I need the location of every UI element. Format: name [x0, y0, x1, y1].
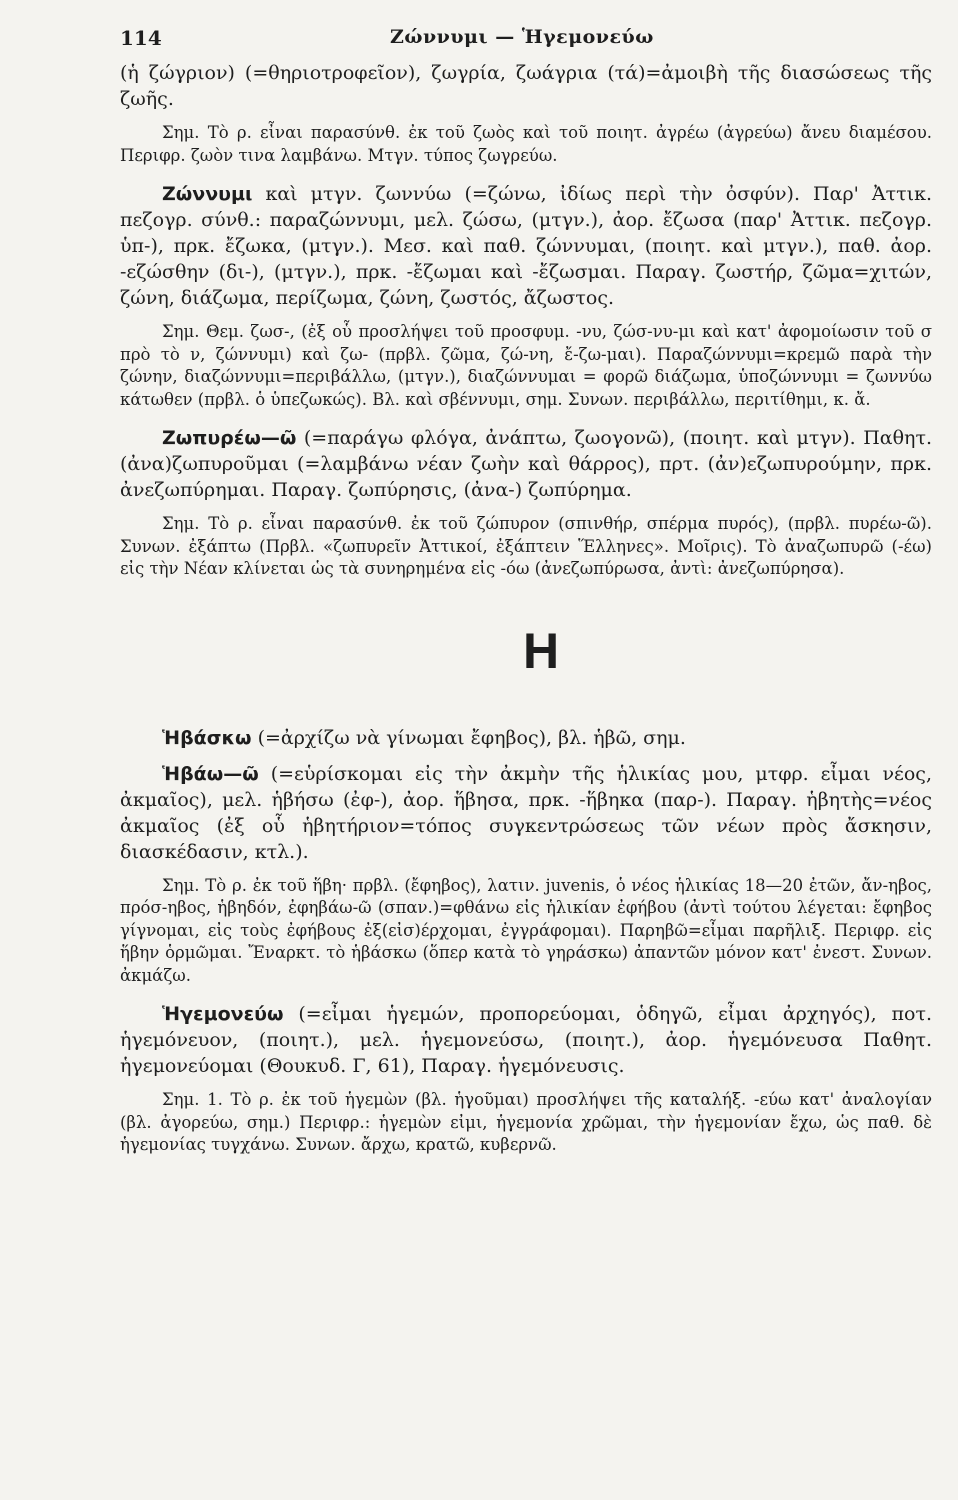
entry-text: (=ἀρχίζω νὰ γίνωμαι ἔφηβος), βλ. ἡβῶ, σημ.: [257, 726, 686, 749]
section-letter: Η: [522, 622, 560, 679]
entry-zonnymi: [120, 181, 932, 311]
lemma: Ἡβάω—ῶ: [162, 762, 259, 785]
entry-continuation: [120, 60, 932, 112]
entry-ebasko: [120, 725, 932, 751]
note-zogreo: [120, 122, 932, 167]
page-number: 114: [120, 26, 162, 50]
entry-zopyreo: [120, 425, 932, 503]
entry-text: καὶ μτγν. ζωννύω (=ζώνω, ἰδίως περὶ τὴν ὀσφύν). Παρ' Ἀττικ. πεζογρ. σύνθ.: παραζώννυμι, μελ. ζώσω, (μτγν.), ἀορ. ἔζωσα (παρ' Ἀττικ. πεζογρ. ὑπ-), πρκ. ἔζωκα, (μτγν.). Μεσ. καὶ παθ. ζώννυμαι, (ποιητ. καὶ μτγν.), παθ. ἀορ. -εζώσθην (δι-), (μτγν.), πρκ. -ἔζωμαι καὶ -ἔζωσμαι. Παραγ. ζωστήρ, ζῶμα=χιτών, ζώνη, διάζωμα, περίζωμα, ζώνη, ζωστός, ἄζωστος.: [120, 183, 932, 309]
entry-text: (=παράγω φλόγα, ἀνάπτω, ζωογονῶ), (ποιητ. καὶ μτγν). Παθητ. (ἀνα)ζωπυροῦμαι (=λαμβάνω νέαν ζωὴν καὶ θάρρος), πρτ. (ἀν)εζωπυρούμην, πρκ. ἀνεζωπύρημαι. Παραγ. ζωπύρησις, (ἀνα-) ζωπύρημα.: [120, 427, 932, 501]
note-text: Σημ. 1. Τὸ ρ. ἐκ τοῦ ἡγεμὼν (βλ. ἡγοῦμαι) προσλήψει τῆς καταλήξ. -εύω κατ' ἀναλογίαν (βλ. ἀγορεύω, σημ.) Περιφρ.: ἡγεμὼν εἰμι, ἡγεμονία χρῶμαι, τὴν ἡγεμονίαν ἔχω, ὡς παθ. δὲ ἡγεμονίας τυγχάνω. Συνων. ἄρχω, κρατῶ, κυβερνῶ.: [120, 1090, 932, 1154]
note-hegemoneuo: [120, 1089, 932, 1157]
note-zonnymi: [120, 321, 932, 411]
dictionary-page: [120, 20, 932, 1157]
entry-hegemoneuo: [120, 1001, 932, 1079]
entry-text: (=εἶμαι ἡγεμών, προπορεύομαι, ὁδηγῶ, εἶμαι ἀρχηγός), ποτ. ἡγεμόνευον, (ποιητ.), μελ. ἡγεμονεύσω, (ποιητ.), ἀορ. ἡγεμόνευσα Παθητ. ἡγεμονεύομαι (Θουκυδ. Γ, 61), Παραγ. ἡγεμόνευσις.: [120, 1003, 932, 1077]
note-text: Σημ. Θεμ. ζωσ-, (ἐξ οὗ προσλήψει τοῦ προσφυμ. -νυ, ζώσ-νυ-μι καὶ κατ' ἀφομοίωσιν τοῦ σ πρὸ τὸ ν, ζώννυμι) καὶ ζω- (πρβλ. ζῶμα, ζώ-νη, ἔ-ζω-μαι). Παραζώννυμι=κρεμῶ παρὰ τὴν ζώνην, διαζώννυμι=περιβάλλω, (μτγν.), διαζώννυμαι = φορῶ διάζωμα, ὑποζώννυμι = ζωννύω κάτωθεν (πρβλ. ὁ ὑπεζωκώς). Βλ. καὶ σβέννυμι, σημ. Συνων. περιβάλλω, περιτίθημι, κ. ἄ.: [120, 322, 932, 409]
lemma: Ἡβάσκω: [162, 726, 252, 749]
entry-text: (ἡ ζώγριον) (=θηριοτροφεῖον), ζωγρία, ζωάγρια (τά)=ἀμοιβὴ τῆς διασώσεως τῆς ζωῆς.: [120, 62, 932, 110]
note-ebao: [120, 875, 932, 988]
note-text: Σημ. Τὸ ρ. ἐκ τοῦ ἥβη· πρβλ. (ἔφηβος), λατιν. juvenis, ὁ νέος ἡλικίας 18—20 ἐτῶν, ἄν-ηβος, πρόσ-ηβος, ἡβηδόν, ἐφηβάω-ῶ (σπαν.)=φθάνω εἰς ἡλικίαν ἐφήβου (ἀντὶ τούτου λέγεται: ἔφηβος γίγνομαι, εἰς τοὺς ἐφήβους ἐξ(εἰσ)έρχομαι, ἐγγράφομαι). Παρηβῶ=εἶμαι παρῆλιξ. Περιφρ. εἰς ἥβην ὁρμῶμαι. Ἔναρκτ. τὸ ἡβάσκω (ὅπερ κατὰ τὸ γηράσκω) ἀπαντῶν μόνον κατ' ἐνεστ. Συνων. ἀκμάζω.: [120, 875, 932, 985]
lemma: Ζωπυρέω—ῶ: [162, 427, 297, 449]
page-header: [120, 20, 932, 50]
entry-ebao: [120, 761, 932, 865]
entry-text: (=εὑρίσκομαι εἰς τὴν ἀκμὴν τῆς ἡλικίας μου, μτφρ. εἶμαι νέος, ἀκμαῖος), μελ. ἡβήσω (ἐφ-), ἀορ. ἥβησα, πρκ. -ἥβηκα (παρ-). Παραγ. ἡβητὴς=νέος ἀκμαῖος (ἐξ οὗ ἡβητήριον=τόπος συγκεντρώσεως τῶν νέων πρὸς ἄσκησιν, διασκέδασιν, κτλ.).: [120, 762, 932, 863]
note-zopyreo: [120, 513, 932, 581]
running-head: Ζώννυμι — Ἡγεμονεύω: [390, 26, 654, 48]
note-text: Σημ. Τὸ ρ. εἶναι παρασύνθ. ἐκ τοῦ ζωὸς καὶ τοῦ ποιητ. ἀγρέω (ἀγρεύω) ἄνευ διαμέσου. Περιφρ. ζωὸν τινα λαμβάνω. Μτγν. τύπος ζωγρεύω.: [120, 123, 932, 165]
lemma: Ζώννυμι: [162, 183, 253, 205]
lemma: Ἡγεμονεύω: [162, 1003, 284, 1025]
note-text: Σημ. Τὸ ρ. εἶναι παρασύνθ. ἐκ τοῦ ζώπυρον (σπινθήρ, σπέρμα πυρός), (πρβλ. πυρέω-ῶ). Συνων. ἐξάπτω (Πρβλ. «ζωπυρεῖν Ἀττικοί, ἐξάπτειν Ἕλληνες». Μοῖρις). Τὸ ἀναζωπυρῶ (-έω) εἰς τὴν Νέαν κλίνεται ὡς τὰ συνηρημένα εἰς -όω (ἀνεζωπύρωσα, ἀντὶ: ἀνεζωπύρησα).: [120, 514, 932, 578]
